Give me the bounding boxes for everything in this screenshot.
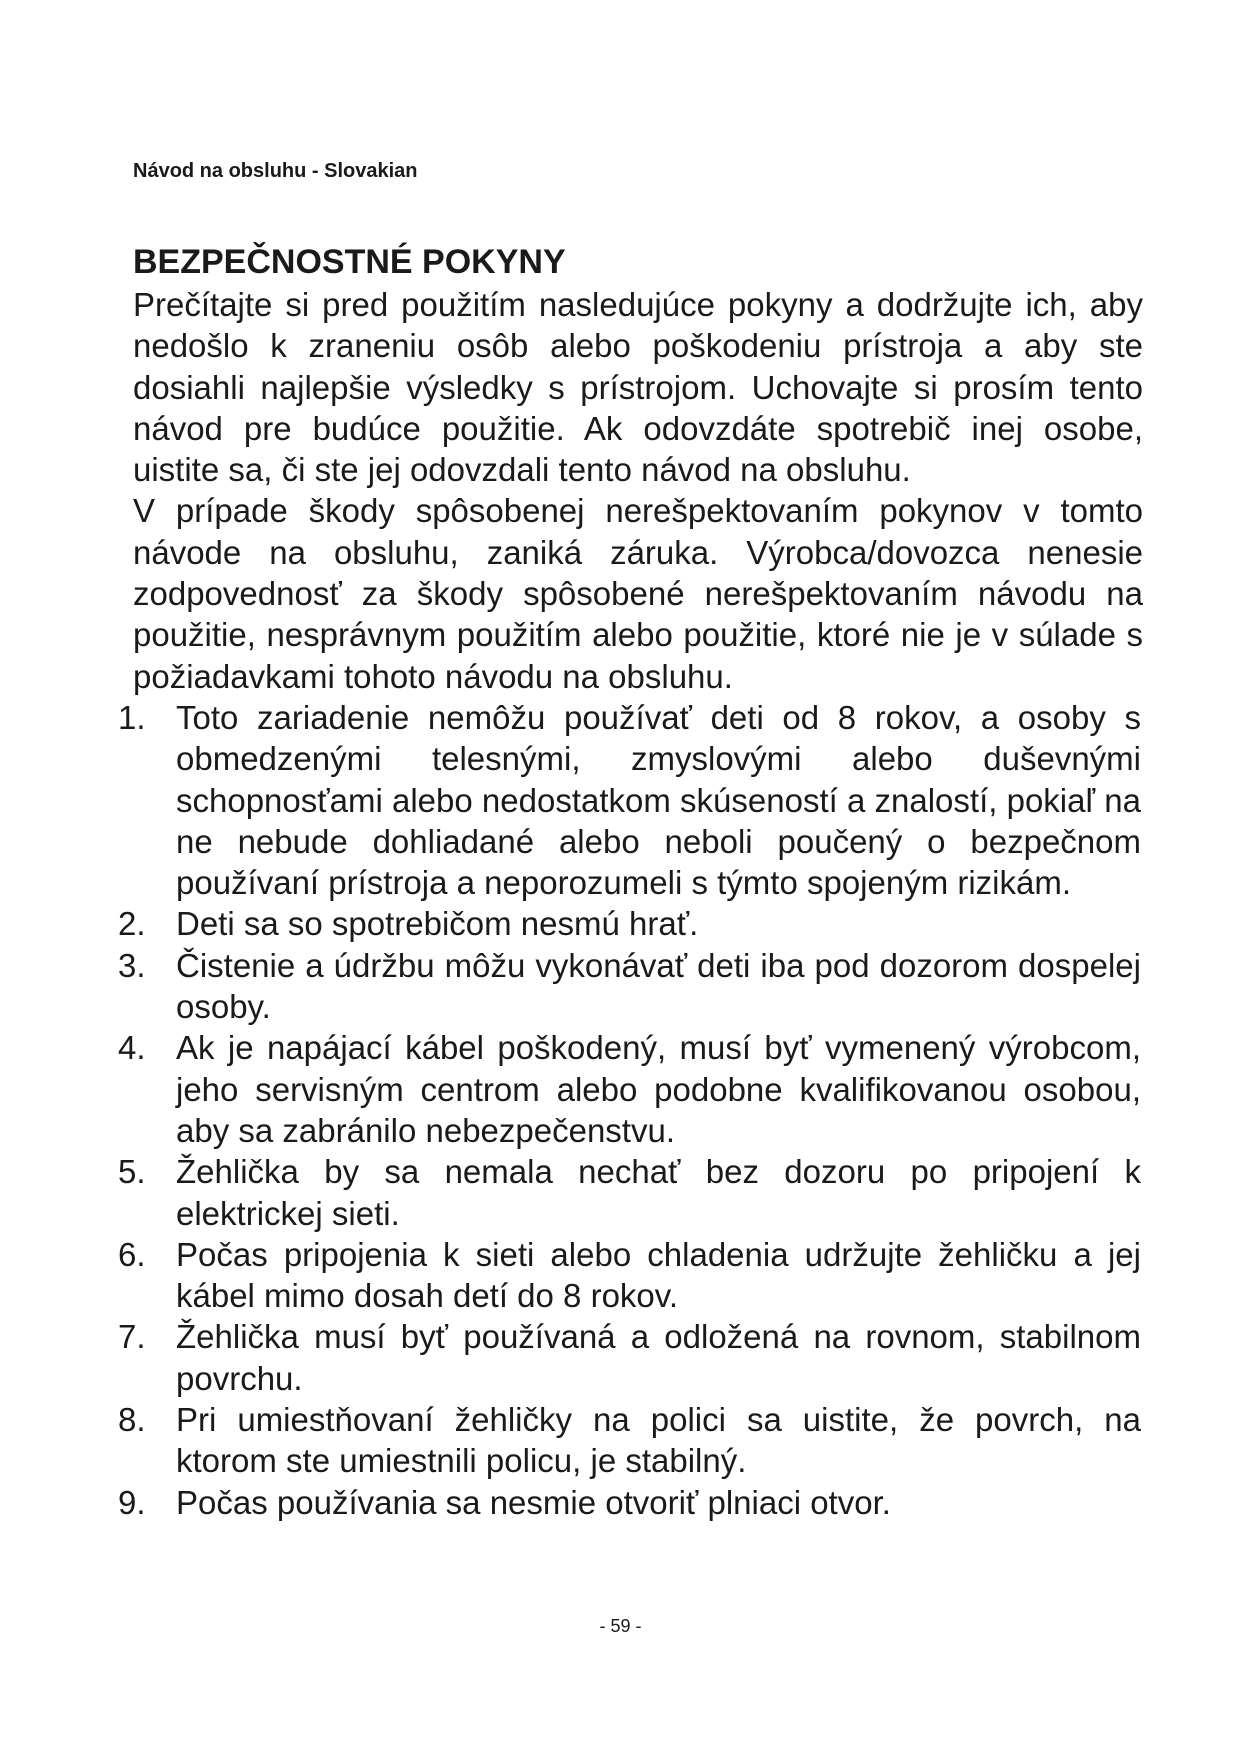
list-item-number: 7. [118, 1318, 146, 1356]
list-item [118, 697, 1143, 903]
list-item-number: 2. [118, 905, 146, 943]
list-item-text: Ak je napájací kábel poškodený, musí byť vymenený výrobcom, jeho servisným centrom alebo podobne kvalifikovanou osobou, aby sa zabránilo nebezpečenstvu. [176, 1029, 1141, 1149]
list-item [118, 1316, 1143, 1399]
safety-section [118, 240, 1143, 1523]
list-item-text: Čistenie a údržbu môžu vykonávať deti iba pod dozorom dospelej osoby. [176, 946, 1141, 1026]
warranty-paragraph: V prípade škody spôsobenej nerešpektovaním pokynov v tomto návode na obsluhu, zaniká záruka. Výrobca/dovozca nenesie zodpovednosť za škody spôsobené nerešpektovaním návodu na použitie, nesprávnym použitím alebo použitie, ktoré nie je v súlade s požiadavkami tohoto návodu na obsluhu. [133, 492, 1143, 695]
list-item-text: Deti sa so spotrebičom nesmú hrať. [176, 905, 699, 943]
safety-instructions-list [118, 697, 1143, 1523]
list-item [118, 1027, 1143, 1151]
list-item [118, 903, 1143, 944]
list-item-number: 1. [118, 698, 146, 736]
list-item-number: 9. [118, 1483, 146, 1521]
list-item-text: Počas používania sa nesmie otvoriť plniaci otvor. [176, 1483, 891, 1521]
section-heading: BEZPEČNOSTNÉ POKYNY [133, 243, 566, 281]
list-item [118, 945, 1143, 1028]
list-item-text: Žehlička musí byť používaná a odložená na rovnom, stabilnom povrchu. [176, 1318, 1141, 1397]
list-item-text: Toto zariadenie nemôžu používať deti od 8 rokov, a osoby s obmedzenými telesnými, zmyslovými alebo duševnými schopnosťami alebo nedostatkom skúseností a znalostí, pokiaľ na ne nebude dohliadané alebo neboli poučený o bezpečnom používaní prístroja a neporozumeli s týmto spojeným rizikám. [176, 698, 1141, 902]
list-item [118, 1399, 1143, 1482]
list-item-number: 6. [118, 1235, 146, 1273]
list-item-text: Počas pripojenia k sieti alebo chladenia udržujte žehličku a jej kábel mimo dosah detí do 8 rokov. [176, 1235, 1141, 1315]
page-number: - 59 - [599, 1616, 642, 1636]
list-item [118, 1482, 1143, 1523]
list-item-number: 3. [118, 946, 146, 984]
list-item-number: 4. [118, 1029, 146, 1067]
list-item [118, 1151, 1143, 1234]
list-item-number: 8. [118, 1401, 146, 1439]
intro-paragraph: Prečítajte si pred použitím nasledujúce pokyny a dodržujte ich, aby nedošlo k zraneniu osôb alebo poškodeniu prístroja a aby ste dosiahli najlepšie výsledky s prístrojom. Uchovajte si prosím tento návod pre budúce použitie. Ak odovzdáte spotrebič inej osobe, uistite sa, či ste jej odovzdali tento návod na obsluhu. [133, 286, 1143, 489]
list-item-text: Pri umiestňovaní žehličky na polici sa uistite, že povrch, na ktorom ste umiestnili policu, je stabilný. [176, 1401, 1141, 1480]
list-item-number: 5. [118, 1153, 146, 1191]
document-header: Návod na obsluhu - Slovakian [133, 160, 418, 182]
list-item-text: Žehlička by sa nemala nechať bez dozoru po pripojení k elektrickej sieti. [176, 1153, 1141, 1232]
list-item [118, 1234, 1143, 1317]
